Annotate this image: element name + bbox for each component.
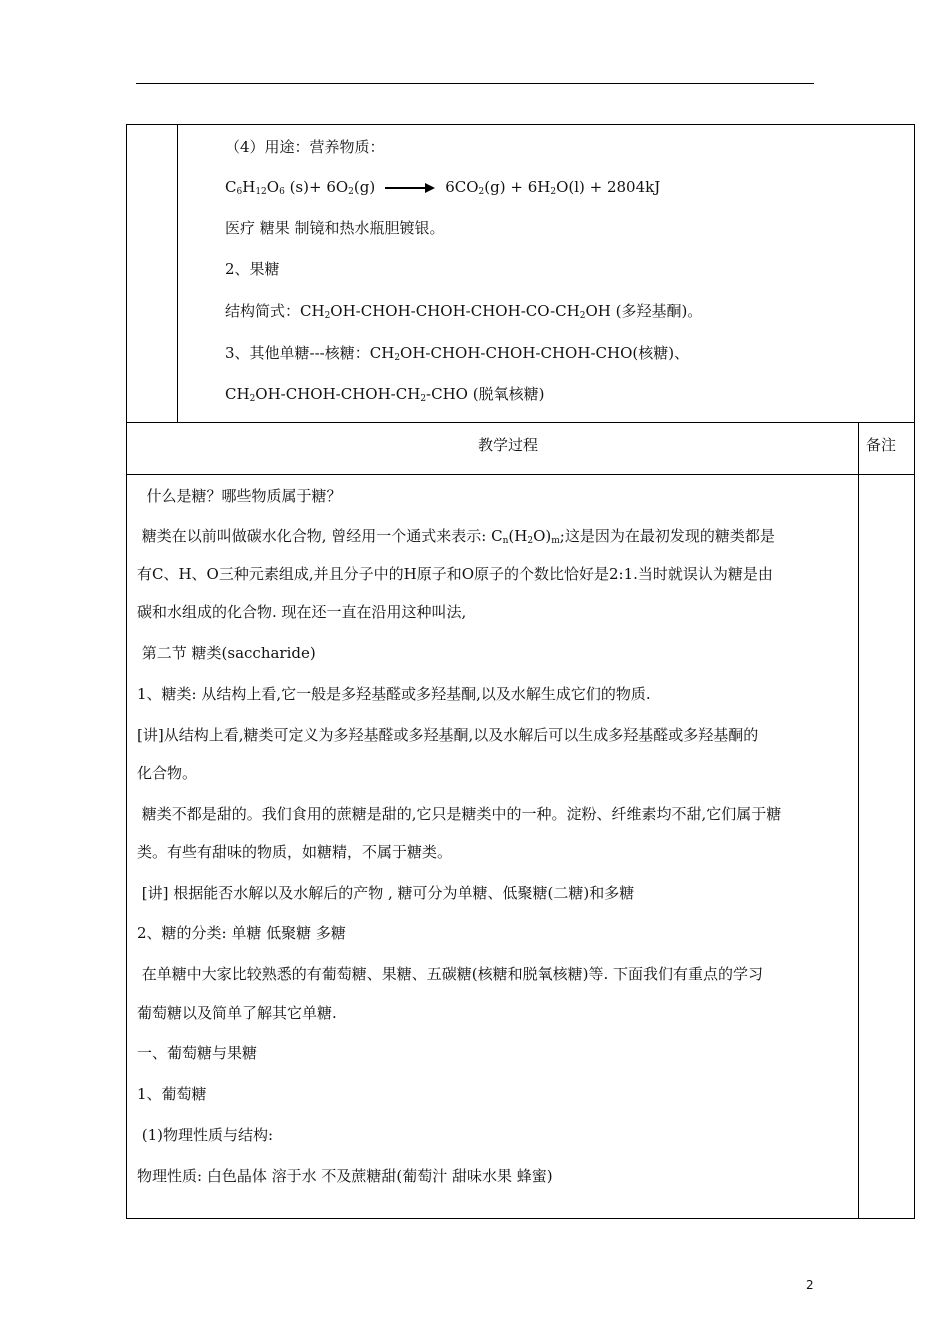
glucose-oxidation-equation — [225, 177, 660, 197]
equation-lhs: $C_6H_{12}O_6$ $(s)+ 6O_2(g)$ — [225, 178, 376, 197]
notes-column-divider — [858, 422, 859, 1219]
ribose-line: 3、其他单糖---核糖：$CH_2OH-CHOH-CHOH-CHOH-CHO$(核糖)、 — [225, 344, 690, 363]
use-heading: （4）用途：营养物质： — [225, 138, 385, 156]
body-line: 在单糖中大家比较熟悉的有葡萄糖、果糖、五碳糖(核糖和脱氧核糖)等. 下面我们有重点的学习 — [137, 965, 764, 983]
body-line: 什么是糖？哪些物质属于糖？ — [137, 487, 342, 505]
body-line: 物理性质: 白色晶体 溶于水 不及蔗糖甜(葡萄汁 甜味水果 蜂蜜) — [137, 1167, 553, 1185]
body-line: 1、糖类: 从结构上看,它一般是多羟基醛或多羟基酮,以及水解生成它们的物质. — [137, 685, 651, 703]
body-line: 糖类不都是甜的。我们食用的蔗糖是甜的,它只是糖类中的一种。淀粉、纤维素均不甜,它们属于糖 — [137, 805, 782, 823]
body-line: 2、糖的分类: 单糖 低聚糖 多糖 — [137, 924, 346, 942]
body-line: 碳和水组成的化合物. 现在还一直在沿用这种叫法, — [137, 603, 467, 621]
header-row-bottom-border — [126, 474, 915, 475]
body-line: 糖类在以前叫做碳水化合物, 曾经用一个通式来表示: $C_n(H_2O)_m$;这是因为在最初发现的糖类都是 — [137, 527, 775, 546]
body-line: (1)物理性质与结构: — [137, 1126, 274, 1144]
subsection-title: 1、葡萄糖 — [137, 1085, 207, 1103]
subsection-title: 一、葡萄糖与果糖 — [137, 1044, 258, 1062]
body-line: 有C、H、O三种元素组成,并且分子中的H原子和O原子的个数比恰好是2:1.当时就误认为糖是由 — [137, 565, 773, 583]
top-left-column-divider — [177, 124, 178, 422]
page-number: 2 — [806, 1278, 814, 1292]
body-line: 化合物。 — [137, 764, 198, 782]
body-line: 葡萄糖以及简单了解其它单糖. — [137, 1004, 337, 1022]
body-line: 类。有些有甜味的物质，如糖精，不属于糖类。 — [137, 843, 453, 861]
deoxyribose-line: $CH_2OH-CHOH-CHOH-CH_2$-CHO (脱氧核糖) — [225, 385, 545, 404]
reaction-arrow-icon — [385, 183, 435, 193]
teaching-process-header: 教学过程 — [478, 436, 539, 454]
body-line: [讲] 根据能否水解以及水解后的产物 , 糖可分为单糖、低聚糖(二糖)和多糖 — [137, 884, 635, 902]
fructose-heading: 2、果糖 — [225, 260, 280, 278]
header-row-top-border — [126, 422, 915, 423]
fructose-structure: 结构简式：$CH_2OH-CHOH-CHOH-CHOH-CO-CH_2OH$ (多羟基酮)。 — [225, 302, 703, 321]
equation-rhs: $6CO_2(g) + 6H_2O(l) + 2804kJ$ — [445, 178, 661, 197]
section-title: 第二节 糖类(saccharide) — [137, 644, 316, 662]
glucose-uses: 医疗 糖果 制镜和热水瓶胆镀银。 — [225, 219, 445, 237]
header-rule — [136, 83, 814, 84]
body-line: [讲]从结构上看,糖类可定义为多羟基醛或多羟基酮,以及水解后可以生成多羟基醛或多羟基酮的 — [137, 726, 759, 744]
notes-header: 备注 — [866, 436, 897, 454]
